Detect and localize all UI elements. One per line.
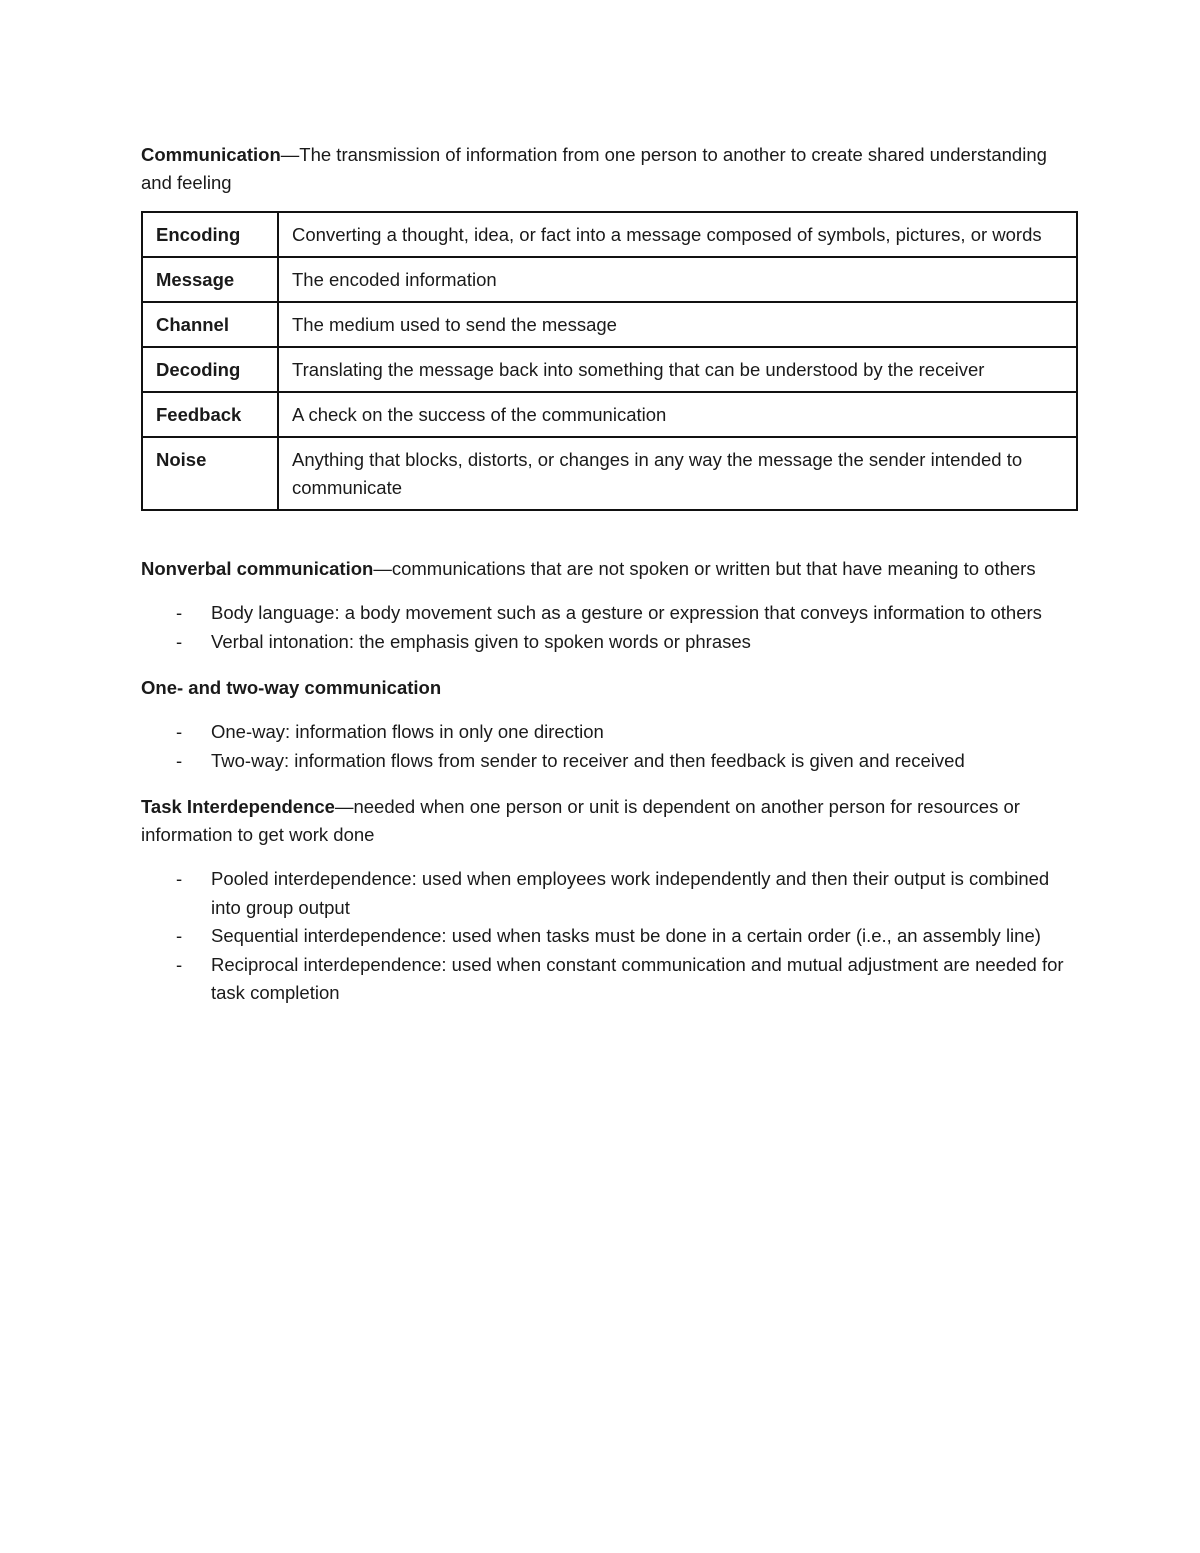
- table-definition: The medium used to send the message: [278, 302, 1077, 347]
- task-section: [141, 793, 1079, 1008]
- list-item: - Verbal intonation: the emphasis given to spoken words or phrases: [141, 628, 1079, 657]
- dash-bullet: -: [176, 721, 183, 742]
- table-definition: The encoded information: [278, 257, 1077, 302]
- table-term: Encoding: [142, 212, 278, 257]
- task-list: [141, 865, 1079, 1008]
- nonverbal-definition: [141, 555, 1079, 583]
- table-definition: Translating the message back into something that can be understood by the receiver: [278, 347, 1077, 392]
- task-definition-text: —needed when one person or unit is dependent on another person for resources or information to get work done: [141, 796, 1020, 845]
- list-item: - Reciprocal interdependence: used when constant communication and mutual adjustment are needed for task completion: [141, 951, 1079, 1008]
- dash-bullet: -: [176, 630, 183, 652]
- table-definition: A check on the success of the communication: [278, 392, 1077, 437]
- list-item: - Two-way: information flows from sender to receiver and then feedback is given and received: [141, 747, 1079, 776]
- table-definition: Converting a thought, idea, or fact into a message composed of symbols, pictures, or words: [278, 212, 1077, 257]
- communication-definition-text: —The transmission of information from one person to another to create shared understanding and feeling: [141, 144, 1047, 193]
- oneway-list: [141, 718, 1079, 775]
- table-row: [142, 437, 1077, 510]
- dash-bullet: -: [176, 602, 183, 623]
- table-term: Feedback: [142, 392, 278, 437]
- dash-bullet: -: [176, 868, 183, 889]
- list-item: - Pooled interdependence: used when employees work independently and then their output is combined into group output: [141, 865, 1079, 922]
- oneway-section: [141, 674, 1079, 775]
- nonverbal-list: [141, 599, 1079, 656]
- table-term: Decoding: [142, 347, 278, 392]
- nonverbal-term: Nonverbal communication: [141, 558, 374, 579]
- table-row: [142, 212, 1077, 257]
- table-row: [142, 302, 1077, 347]
- communication-definition: [141, 141, 1079, 197]
- table-row: [142, 392, 1077, 437]
- table-term: Channel: [142, 302, 278, 347]
- oneway-heading: One- and two-way communication: [141, 677, 442, 698]
- table-row: [142, 257, 1077, 302]
- task-definition: [141, 793, 1079, 849]
- table-term: Noise: [142, 437, 278, 510]
- dash-bullet: -: [176, 925, 183, 946]
- table-definition: Anything that blocks, distorts, or changes in any way the message the sender intended to communicate: [278, 437, 1077, 510]
- dash-bullet: -: [176, 953, 183, 975]
- communication-term: Communication: [141, 144, 281, 165]
- nonverbal-definition-text: —communications that are not spoken or written but that have meaning to others: [373, 558, 1036, 579]
- list-item: - One-way: information flows in only one direction: [141, 718, 1079, 747]
- document-page: [141, 141, 1079, 1026]
- list-item: - Body language: a body movement such as a gesture or expression that conveys information to others: [141, 599, 1079, 628]
- table-row: [142, 347, 1077, 392]
- table-term: Message: [142, 257, 278, 302]
- communication-process-table: [141, 211, 1078, 511]
- task-term: Task Interdependence: [141, 796, 335, 817]
- dash-bullet: -: [176, 749, 183, 771]
- list-item: - Sequential interdependence: used when tasks must be done in a certain order (i.e., an assembly line): [141, 922, 1079, 951]
- nonverbal-section: [141, 555, 1079, 656]
